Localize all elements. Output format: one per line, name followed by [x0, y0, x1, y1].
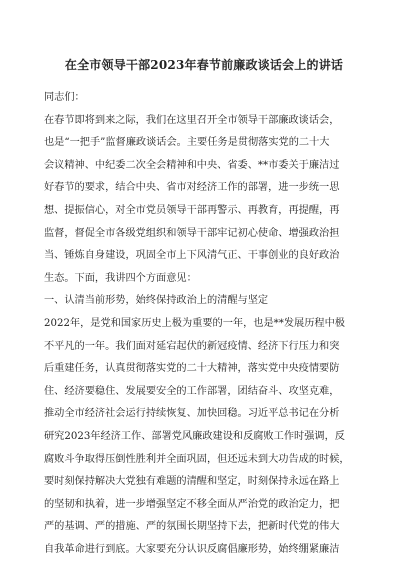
salutation: 同志们： — [44, 92, 85, 103]
body-line: 好春节的要求，结合中央、省市对经济工作的部署，进一步统一思 — [44, 182, 340, 194]
section-heading: 一、认清当前形势，始终保持政治上的清醒与坚定 — [44, 295, 269, 307]
body-line: 也是“一把手”监督廉政谈话会。主要任务是贯彻落实党的二十大 — [44, 137, 330, 149]
body-line: 后重建任务，认真贯彻落实党的二十大精神，落实党中央疫情要防 — [44, 363, 340, 375]
body-line: 当、锤炼自身建设，巩固全市上下风清气正、干事创业的良好政治 — [44, 250, 340, 262]
body-line: 监督，督促全市各级党组织和领导干部牢记初心使命、增强政治担 — [44, 227, 340, 239]
body-line: 在春节即将到来之际，我们在这里召开全市领导干部廉政谈话会， — [44, 114, 340, 126]
document-body — [44, 87, 364, 561]
body-line: 不平凡的一年。我们面对延宕起伏的新冠疫情、经济下行压力和突 — [44, 340, 340, 352]
body-line: 的坚韧和执着，进一步增强坚定不移全面从严治党的政治定力，把 — [44, 498, 340, 510]
document-title: 在全市领导干部2023年春节前廉政谈话会上的讲话 — [64, 58, 344, 72]
body-line: 会议精神、中纪委二次全会精神和中央、省委、**市委关于廉洁过 — [44, 159, 340, 171]
body-line: 严的基调、严的措施、严的氛围长期坚持下去，把新时代党的伟大 — [44, 521, 340, 533]
body-line: 腐败斗争取得压倒性胜利并全面巩固，但还远未到大功告成的时候， — [44, 453, 350, 465]
body-line: 生态。下面，我讲四个方面意见： — [44, 272, 197, 284]
body-line: 研究2023年经济工作、部署党风廉政建设和反腐败工作时强调，反 — [44, 430, 345, 442]
body-line: 推动全市经济社会运行持续恢复、加快回稳。习近平总书记在分析 — [44, 408, 340, 420]
body-line: 2022年，是党和国家历史上极为重要的一年，也是**发展历程中极 — [44, 317, 345, 329]
body-line: 住、经济要稳住、发展要安全的工作部署，团结奋斗、攻坚克难， — [44, 385, 340, 397]
body-line: 要时刻保持解决大党独有难题的清醒和坚定，时刻保持永远在路上 — [44, 476, 340, 488]
body-line: 自我革命进行到底。大家要充分认识反腐倡廉形势，始终绷紧廉洁 — [44, 543, 340, 555]
body-line: 想、提振信心，对全市党员领导干部再警示、再教育，再提醒，再 — [44, 204, 340, 216]
